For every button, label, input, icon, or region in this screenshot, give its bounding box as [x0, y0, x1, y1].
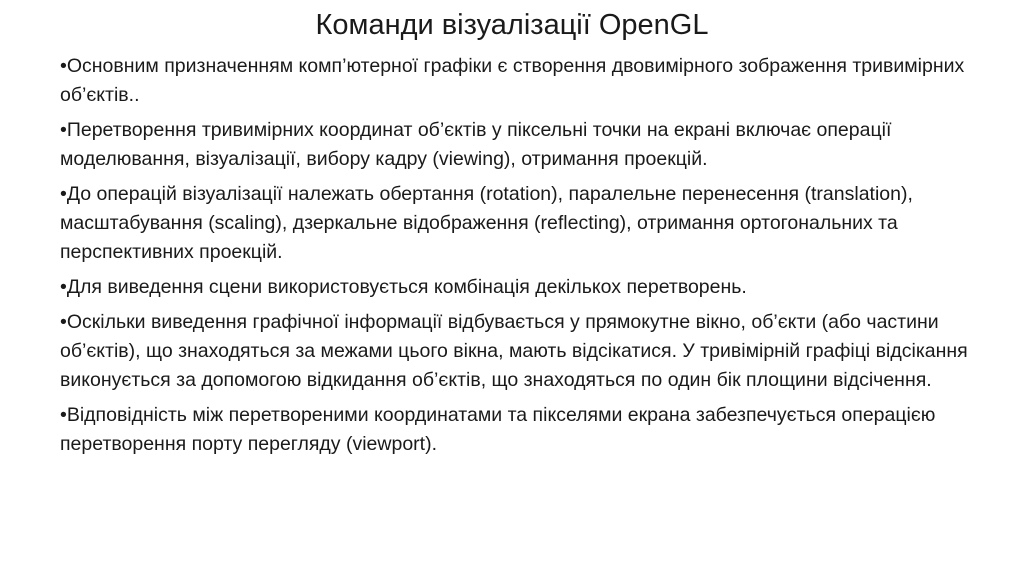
bullet-item	[60, 308, 980, 395]
bullet-item	[60, 273, 980, 302]
bullet-text: Перетворення тривимірних координат об’єктів у піксельні точки на екрані включає операції моделювання, візуалізації, вибору кадру (viewing), отримання проекцій.	[60, 119, 892, 170]
bullet-marker: •	[60, 404, 67, 426]
bullet-item	[60, 116, 980, 174]
bullet-marker: •	[60, 183, 67, 205]
bullet-marker: •	[60, 311, 67, 333]
bullet-marker: •	[60, 55, 67, 77]
bullet-text: До операцій візуалізації належать обертання (rotation), паралельне перенесення (translation), масштабування (scaling), дзеркальне відображення (reflecting), отримання ортогональних та перспективних проекцій.	[60, 183, 913, 263]
slide-title: Команди візуалізації OpenGL	[315, 9, 709, 41]
bullet-text: Відповідність між перетвореними координатами та пікселями екрана забезпечується операцією перетворення порту перегляду (viewport).	[60, 404, 936, 455]
bullet-marker: •	[60, 276, 67, 298]
bullet-text: Основним призначенням комп’ютерної графіки є створення двовимірного зображення тривимірних об’єктів..	[60, 55, 965, 106]
bullet-item	[60, 401, 980, 459]
bullet-marker: •	[60, 119, 67, 141]
bullet-text: Оскільки виведення графічної інформації відбувається у прямокутне вікно, об’єкти (або частини об’єктів), що знаходяться за межами цього вікна, мають відсікатися. У тривімірній графіці відсікання виконується за допомогою відкидання об’єктів, що знаходяться по один бік площини відсічення.	[60, 311, 968, 391]
bullet-list	[60, 52, 980, 465]
bullet-item	[60, 180, 980, 267]
bullet-item	[60, 52, 980, 110]
bullet-text: Для виведення сцени використовується комбінація декількох перетворень.	[66, 276, 747, 298]
